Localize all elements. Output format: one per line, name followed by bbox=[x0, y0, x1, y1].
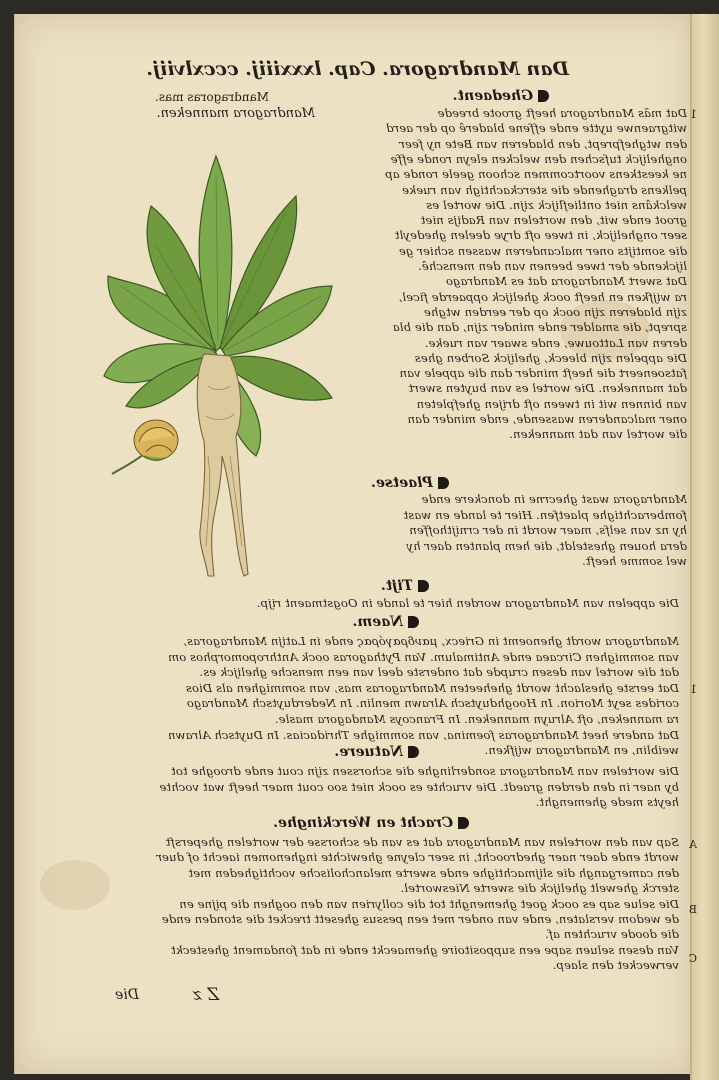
text-line: zijn bladeren zijn oock op der eerden wtghe bbox=[423, 304, 687, 319]
margin-number: 1 bbox=[690, 108, 697, 121]
text-line: sterck ghewelt ghelijck die swerte Nieswortel. bbox=[400, 881, 679, 896]
text-line: weiblin, en Mandragora wijfken. bbox=[484, 743, 679, 758]
text-line: Dat eerste gheslacht wordt gheheeten Mandragoras mas, van sommighen als Dios bbox=[185, 680, 679, 695]
text-line: Mandragora wordt ghenoemt in Griecx, μανδραγόρας ende in Latijn Mandragoras, bbox=[183, 634, 679, 648]
section-heading: Plaetse. bbox=[371, 475, 449, 491]
text-line: seer onghelijck, in twee oft drye deelen ghedeylt bbox=[394, 228, 687, 243]
text-line: den camergangh die slijmachtighe ende swerte melancholische vochtigheden met bbox=[188, 865, 679, 880]
catchword: Die bbox=[115, 987, 139, 1003]
text-line: ra manneken, oft Alruyn manneken. In Francoys Mandagora masle. bbox=[274, 712, 679, 726]
text-line: die doode vruchten af. bbox=[545, 927, 679, 942]
text-line: dat die wortel van desen crupde dat onderste deel van een mensche ghelijck es. bbox=[199, 665, 679, 680]
text-line: Die selue sap es oock goet ghemenght tot die collyrien van den ooghen die pijne en bbox=[179, 896, 679, 911]
text-line: heyts mede ghemenght. bbox=[535, 795, 679, 810]
text-line: Dat mãs Mandragora heeft groote breede bbox=[437, 106, 687, 120]
text-line: wordt ende daer naer ghedroocht, in seer cleyne ghewichte inghenomen iaecht of duer bbox=[156, 850, 679, 865]
text-line: verwecket den slaep. bbox=[552, 958, 679, 973]
text-line: Dat swert Mandragora dat es Mandrago bbox=[445, 274, 687, 289]
text-line: deren van Lattouwe, ende swaer van rueke. bbox=[424, 335, 687, 350]
pilcrow-icon bbox=[408, 616, 419, 628]
text-line: ne keestkens voortcommen schoon geele ronde ap bbox=[385, 167, 687, 182]
text-line: welckâns niet ontlieflijck zijn. Die wortel es bbox=[426, 197, 687, 212]
section-heading: Tijt. bbox=[381, 578, 429, 594]
text-line: Die appelen van Mandragora worden hier te lande in Oogstmaent rijp. bbox=[256, 596, 679, 610]
text-line: wel somme heeft. bbox=[581, 554, 687, 569]
text-line: Die appelen zijn bleeck, ghelijck Sorben ghes bbox=[414, 350, 687, 365]
pilcrow-icon bbox=[418, 580, 429, 592]
text-line: corides seyt Morion. In Hooghduytsch Alrawn menlin. In Nederduytsch Mandrago bbox=[186, 696, 679, 711]
text-line: groot ende wit, den wortelen van Radijs niet bbox=[420, 213, 687, 228]
text-line: Mandragora wast ghecrne in donckere ende bbox=[421, 492, 687, 506]
running-title: Dan Mandragora. Cap. lxxxiiij. cccxlviij. bbox=[146, 58, 569, 80]
text-line: dera houen ghesteldt, die hem planten daer hy bbox=[406, 538, 687, 553]
text-line: den wtghefprept, den bladeren van Bete ny feer bbox=[399, 136, 687, 151]
text-line: ra wijfken en heeft oock ghelijck oppaerde ficel, bbox=[398, 289, 687, 304]
text-line: Die wortelen van Mandragora sonderlinghe die schorssen zijn cout ende drooghe tot bbox=[171, 764, 679, 778]
signature-mark: Z z bbox=[192, 985, 219, 1005]
text-line: witgraenwe uytte ende effene bladerê op der aerd bbox=[385, 121, 687, 136]
text-line: fatsoeneert die heeft minder dan die appele van bbox=[399, 366, 687, 381]
text-line: dat manneken. Die wortel es van buyten swert bbox=[408, 381, 687, 396]
text-line: hy nz van selfs, maer wordt in der crnijthoffen bbox=[409, 523, 687, 538]
text-line: sprept, die smalder ende minder zijn, dan die bla bbox=[392, 320, 687, 335]
margin-number: 1 bbox=[690, 683, 697, 696]
pilcrow-icon bbox=[438, 477, 449, 489]
text-line: fomberachtighe plaetfen. Hier te lande en wast bbox=[403, 507, 687, 522]
text-line: Sap van den wortelen van Mandragora dat es van de schorsse der wortelen ghepersft bbox=[165, 835, 679, 849]
text-line: pelkens draghende die sterckachtigh van rueke bbox=[402, 182, 687, 197]
text-line: Van desen seluen sape een suppositoire ghemaeckt ende in dat fondament ghesteckt bbox=[170, 942, 679, 957]
text-line: die somtijts oner malcanderen wassen schier ge bbox=[398, 243, 687, 258]
text-line: van binnen wit in tween oft drijen ghefpleten bbox=[416, 396, 687, 411]
figure-caption-latin: Mandragoras mas. bbox=[154, 90, 269, 104]
text-line: lijckende der twee beenen van den menschê. bbox=[418, 259, 687, 273]
pilcrow-icon bbox=[458, 817, 469, 829]
text-line: by naer in den derden graedt. Die vruchte es oock niet soo cout maer heeft wat vochte bbox=[159, 779, 679, 794]
pilcrow-icon bbox=[408, 746, 419, 758]
pilcrow-icon bbox=[538, 90, 549, 102]
section-heading: Naem. bbox=[353, 614, 419, 630]
margin-letter: A bbox=[689, 838, 697, 851]
section-heading: Cracht en Werckinghe. bbox=[273, 815, 469, 831]
section-heading: Ghedaent. bbox=[453, 88, 549, 104]
text-line: onghelijck tufschen den welcken eleyn ronde effe bbox=[390, 151, 687, 166]
figure-caption-dutch: Mandragora manneken. bbox=[156, 106, 315, 121]
text-line: die wortel van dat manneken. bbox=[509, 427, 687, 442]
margin-letter: B bbox=[688, 903, 697, 916]
section-heading: Natuere. bbox=[334, 744, 419, 760]
text-line: oner malcanderen wassende, ende minder dan bbox=[407, 412, 687, 426]
text-line: de wedom verslaten, ende van onder met een pessus ghesett trecket die stonden ende bbox=[161, 912, 679, 926]
margin-letter: C bbox=[688, 952, 697, 965]
text-line: van sommighen Circaea ende Antimalum. Van Pythagoras oock Anthropomorphos om bbox=[168, 649, 679, 664]
text-line: Dat andere heet Mandragoras foemina, van sommighe Thridacias. In Duytsch Alrawn bbox=[167, 727, 679, 742]
